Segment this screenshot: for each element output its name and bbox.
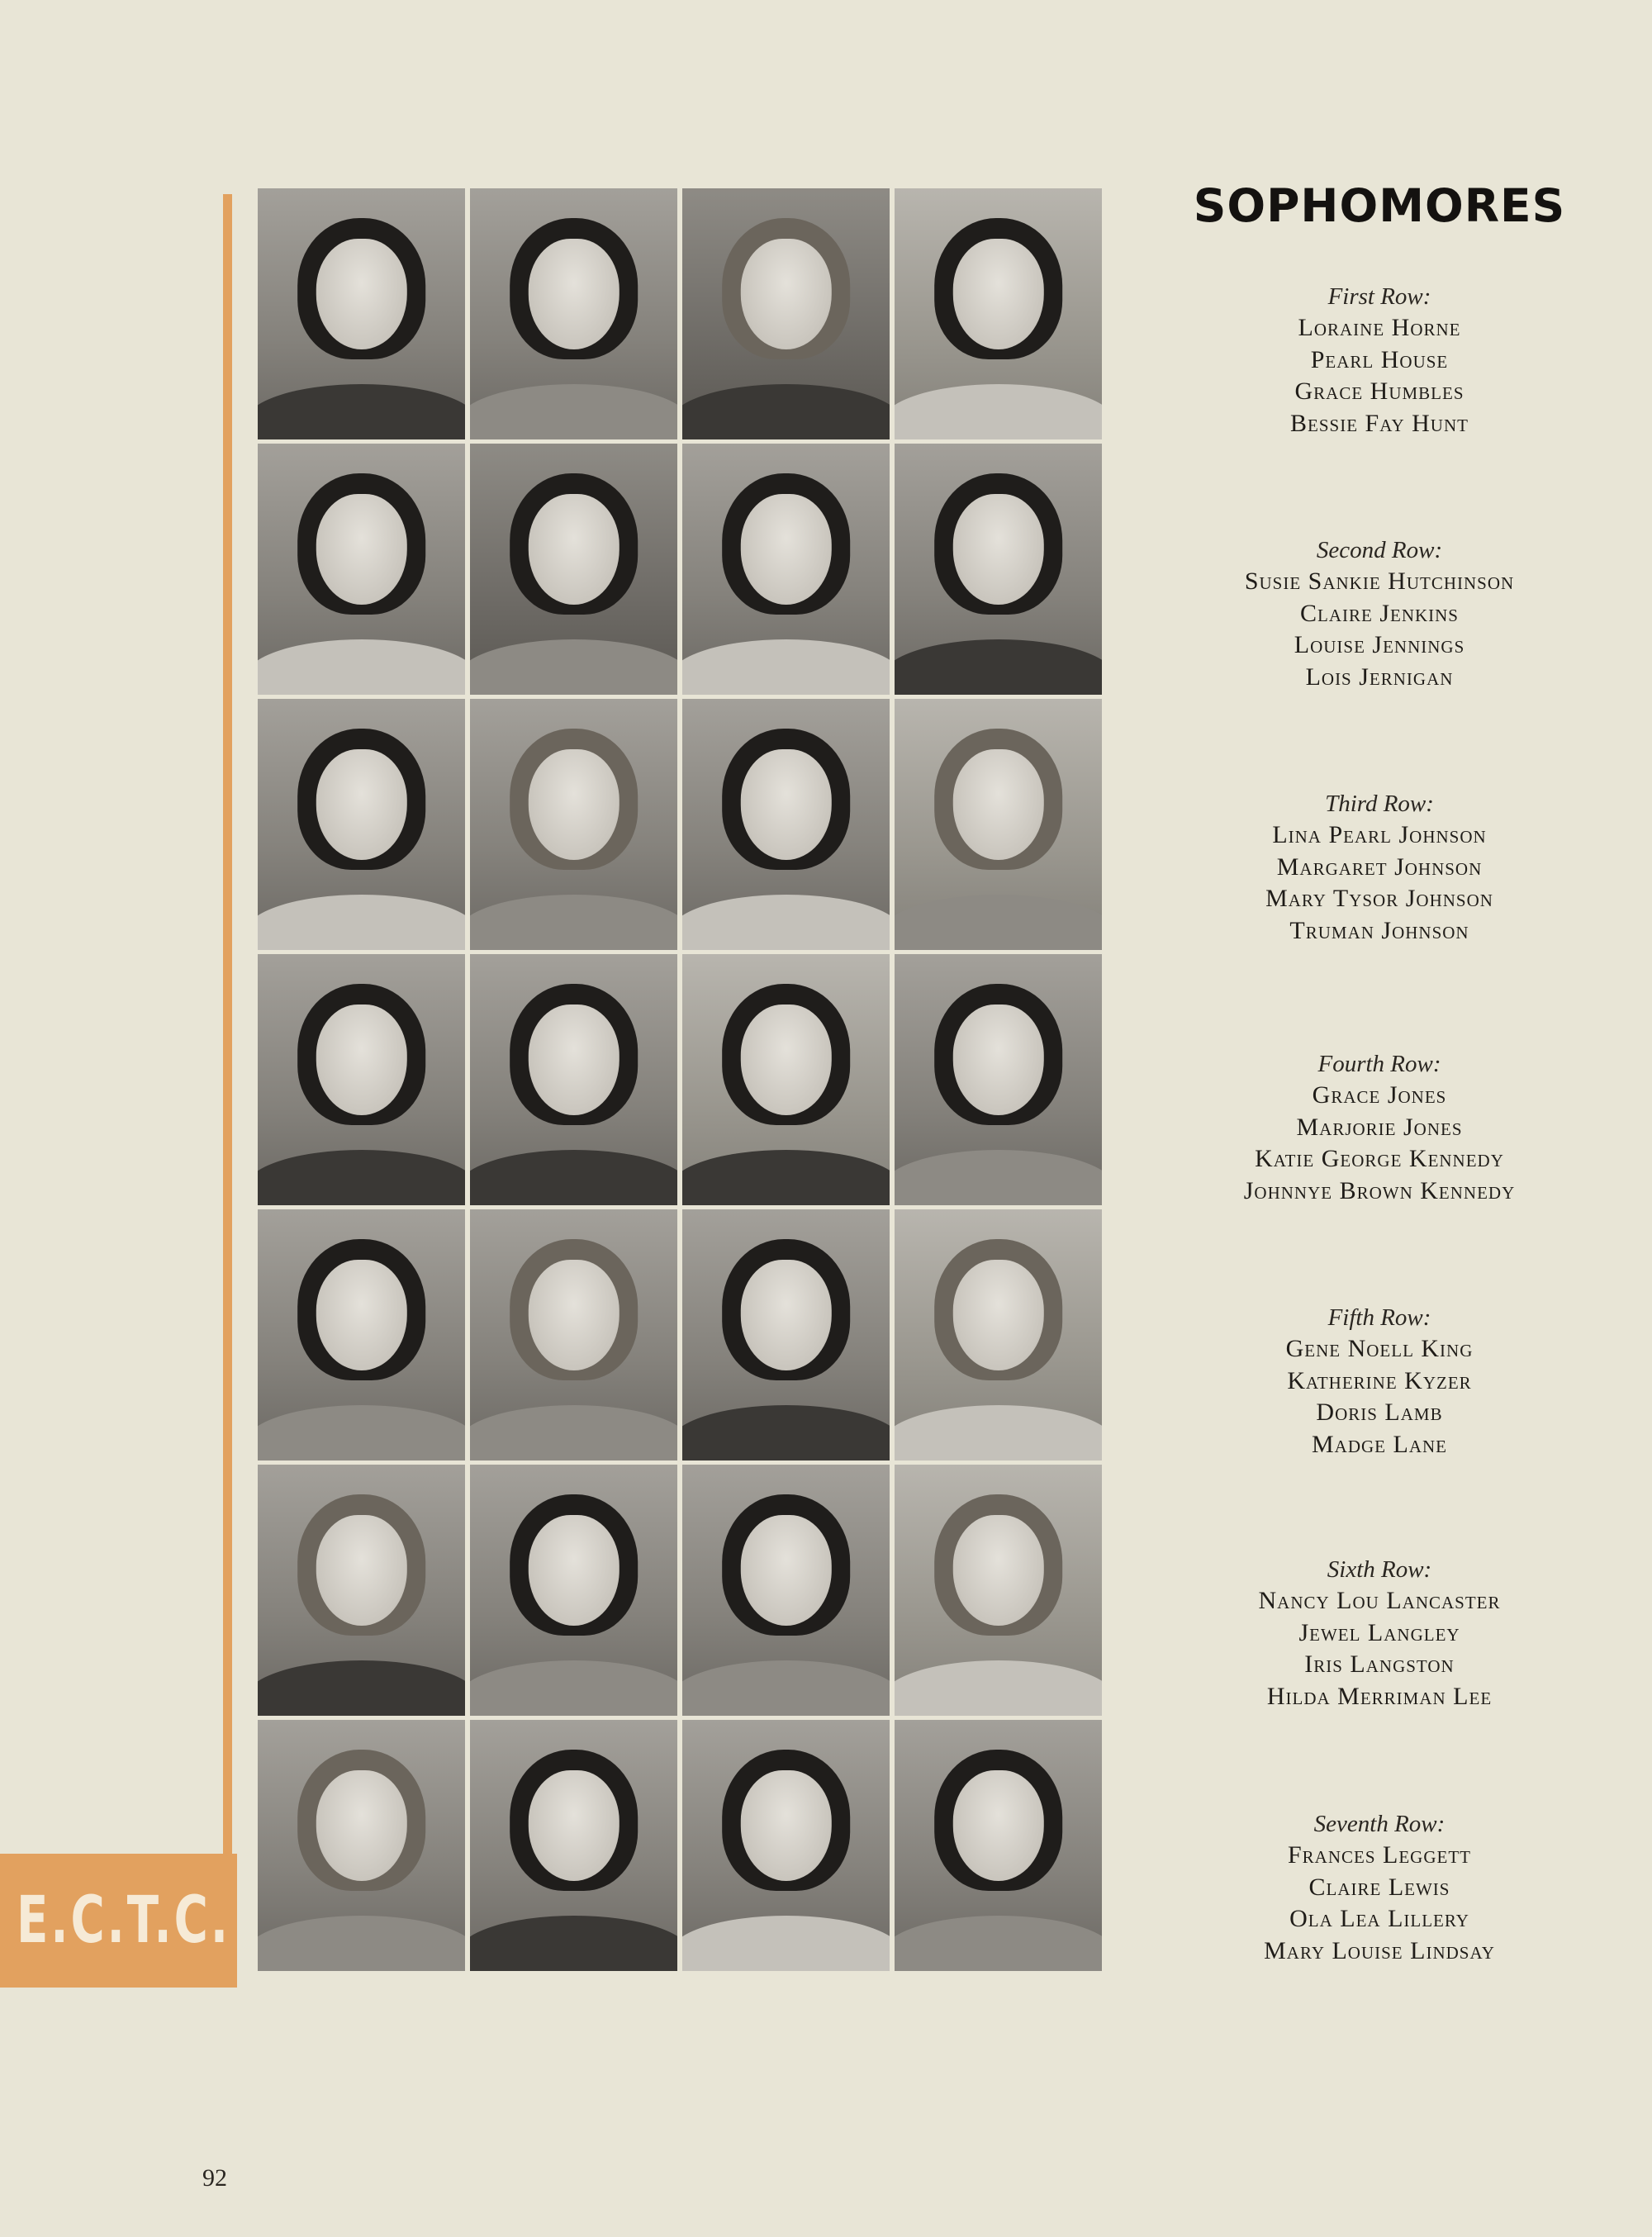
student-name: Lois Jernigan	[1305, 663, 1454, 691]
row-label: Fourth Row:	[1317, 1051, 1441, 1077]
portrait-photo	[682, 1465, 890, 1716]
student-name: Pearl House	[1310, 345, 1449, 373]
portrait-grid	[258, 188, 1104, 1973]
portrait-photo	[682, 954, 890, 1205]
row-block-first	[1148, 281, 1611, 439]
portrait-photo	[470, 699, 677, 950]
student-name: Margaret Johnson	[1276, 853, 1483, 881]
portrait-photo	[895, 444, 1102, 695]
student-name: Susie Sankie Hutchinson	[1244, 568, 1515, 595]
student-name: Frances Leggett	[1287, 1841, 1471, 1869]
name-list	[1148, 165, 1611, 1964]
student-name: Jewel Langley	[1298, 1618, 1460, 1646]
student-name: Iris Langston	[1304, 1650, 1455, 1678]
portrait-photo	[682, 1720, 890, 1971]
student-name: Mary Tysor Johnson	[1265, 885, 1493, 912]
student-name: Lina Pearl Johnson	[1272, 821, 1487, 848]
student-name: Madge Lane	[1312, 1430, 1447, 1458]
portrait-photo	[470, 1209, 677, 1460]
portrait-photo	[258, 1720, 465, 1971]
student-name: Johnnye Brown Kennedy	[1243, 1176, 1516, 1204]
portrait-photo	[682, 188, 890, 439]
portrait-photo	[258, 444, 465, 695]
student-name: Doris Lamb	[1316, 1399, 1443, 1426]
portrait-photo	[258, 1465, 465, 1716]
student-name: Claire Jenkins	[1299, 599, 1459, 627]
row-label: Seventh Row:	[1313, 1811, 1446, 1837]
portrait-photo	[470, 444, 677, 695]
student-name: Grace Humbles	[1294, 378, 1464, 405]
portrait-photo	[895, 188, 1102, 439]
student-name: Truman Johnson	[1289, 916, 1469, 944]
portrait-photo	[682, 699, 890, 950]
portrait-photo	[682, 1209, 890, 1460]
student-name: Hilda Merriman Lee	[1266, 1682, 1493, 1710]
ectc-logo-tab	[0, 1854, 237, 1988]
row-label: Third Row:	[1325, 791, 1434, 817]
portrait-photo	[895, 699, 1102, 950]
row-label: Second Row:	[1316, 537, 1443, 563]
portrait-photo	[258, 1209, 465, 1460]
portrait-photo	[258, 954, 465, 1205]
row-block-third	[1148, 788, 1611, 947]
portrait-photo	[895, 954, 1102, 1205]
student-name: Louise Jennings	[1294, 631, 1465, 658]
portrait-photo	[470, 1720, 677, 1971]
row-block-fifth	[1148, 1302, 1611, 1460]
row-label: Fifth Row:	[1327, 1304, 1431, 1331]
portrait-photo	[895, 1465, 1102, 1716]
orange-side-rule	[223, 194, 232, 1855]
row-block-seventh	[1148, 1808, 1611, 1967]
student-name: Katie George Kennedy	[1255, 1145, 1504, 1172]
page-number: 92	[202, 2164, 227, 2192]
student-name: Claire Lewis	[1308, 1873, 1450, 1901]
portrait-photo	[470, 1465, 677, 1716]
portrait-photo	[470, 954, 677, 1205]
row-block-sixth	[1148, 1554, 1611, 1712]
portrait-photo	[470, 188, 677, 439]
student-name: Grace Jones	[1312, 1081, 1447, 1109]
page-title: SOPHOMORES	[1193, 179, 1566, 232]
portrait-photo	[682, 444, 890, 695]
row-block-fourth	[1148, 1048, 1611, 1207]
portrait-photo	[258, 699, 465, 950]
ectc-logo-text: E.C.T.C.	[17, 1883, 230, 1958]
row-label: First Row:	[1327, 283, 1431, 310]
student-name: Loraine Horne	[1298, 314, 1461, 341]
portrait-photo	[895, 1209, 1102, 1460]
row-label: Sixth Row:	[1327, 1556, 1432, 1583]
row-block-second	[1148, 534, 1611, 693]
student-name: Marjorie Jones	[1296, 1113, 1463, 1141]
student-name: Ola Lea Lillery	[1289, 1905, 1469, 1932]
student-name: Bessie Fay Hunt	[1290, 409, 1469, 437]
student-name: Katherine Kyzer	[1287, 1366, 1472, 1394]
portrait-photo	[258, 188, 465, 439]
portrait-photo	[895, 1720, 1102, 1971]
student-name: Nancy Lou Lancaster	[1258, 1587, 1501, 1614]
student-name: Mary Louise Lindsay	[1264, 1936, 1495, 1964]
student-name: Gene Noell King	[1285, 1335, 1474, 1362]
